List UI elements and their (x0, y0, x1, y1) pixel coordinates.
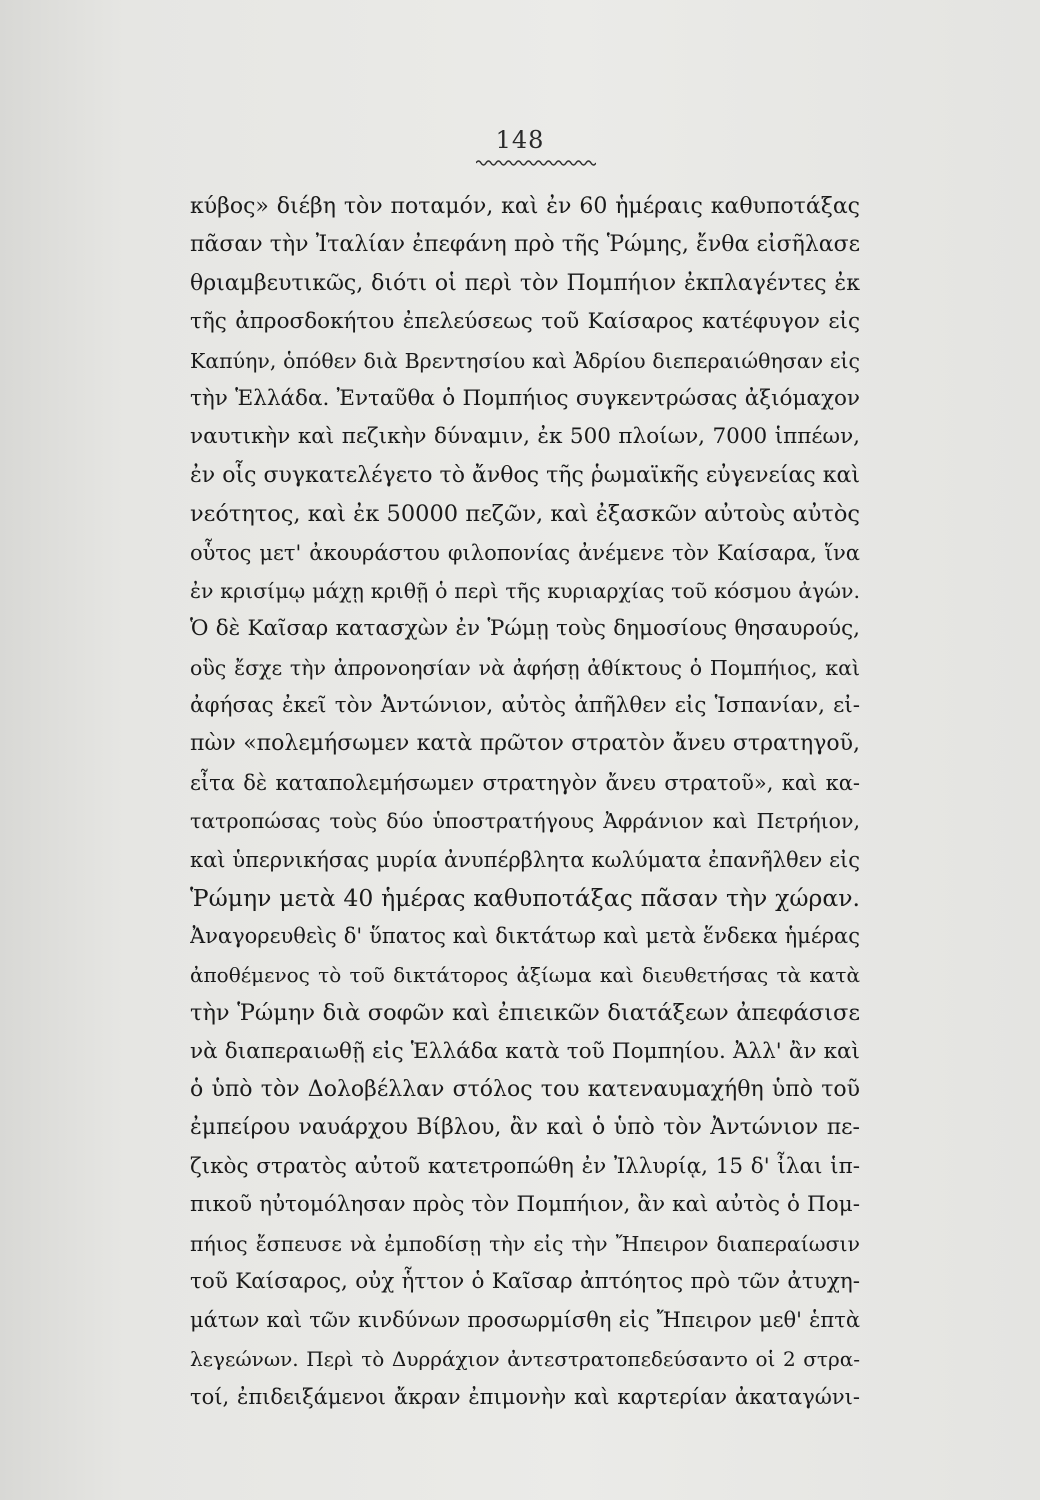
wavy-rule-ornament (476, 158, 596, 168)
text-line: ζικὸς στρατὸς αὐτοῦ κατετροπώθη ἐν Ἰλλυρίᾳ, 15 δ' ἶλαι ἱπ- (190, 1153, 860, 1179)
text-line: ἀφήσας ἐκεῖ τὸν Ἀντώνιον, αὐτὸς ἀπῆλθεν εἰς Ἱσπανίαν, εἰ- (190, 693, 860, 719)
text-line: τοῦ Καίσαρος, οὐχ ἧττον ὁ Καῖσαρ ἀπτόητος πρὸ τῶν ἀτυχη- (190, 1268, 860, 1294)
text-line: Ῥώμην μετὰ 40 ἡμέρας καθυποτάξας πᾶσαν τὴν χώραν. (190, 884, 860, 913)
text-line: πήιος ἔσπευσε νὰ ἐμποδίσῃ τὴν εἰς τὴν Ἤπειρον διαπεραίωσιν (190, 1231, 860, 1256)
text-line: οὗτος μετ' ἀκουράστου φιλοπονίας ἀνέμενε τὸν Καίσαρα, ἵνα (190, 540, 860, 565)
text-line: ἀποθέμενος τὸ τοῦ δικτάτορος ἀξίωμα καὶ διευθετήσας τὰ κατὰ (190, 962, 860, 987)
text-line: Ἀναγορευθεὶς δ' ὕπατος καὶ δικτάτωρ καὶ μετὰ ἕνδεκα ἡμέρας (190, 924, 860, 949)
text-line: μάτων καὶ τῶν κινδύνων προσωρμίσθη εἰς Ἤπειρον μεθ' ἑπτὰ (190, 1308, 860, 1333)
text-line: νὰ διαπεραιωθῇ εἰς Ἑλλάδα κατὰ τοῦ Πομπηίου. Ἀλλ' ἂν καὶ (190, 1038, 860, 1064)
text-line: πικοῦ ηὐτομόλησαν πρὸς τὸν Πομπήιον, ἂν καὶ αὐτὸς ὁ Πομ- (190, 1192, 860, 1218)
text-line: ἐν οἷς συγκατελέγετο τὸ ἄνθος τῆς ῥωμαϊκῆς εὐγενείας καὶ (190, 462, 860, 488)
text-line: εἶτα δὲ καταπολεμήσωμεν στρατηγὸν ἄνευ στρατοῦ», καὶ κα- (190, 770, 860, 795)
text-line: ἐμπείρου ναυάρχου Βίβλου, ἂν καὶ ὁ ὑπὸ τὸν Ἀντώνιον πε- (190, 1115, 860, 1141)
text-line: καὶ ὑπερνικήσας μυρία ἀνυπέρβλητα κωλύματα ἐπανῆλθεν εἰς (190, 847, 860, 872)
text-line: τατροπώσας τοὺς δύο ὑποστρατήγους Ἀφράνιον καὶ Πετρήιον, (190, 809, 860, 834)
text-line: ὁ ὑπὸ τὸν Δολοβέλλαν στόλος του κατεναυμαχήθη ὑπὸ τοῦ (190, 1076, 860, 1102)
text-line: Ὁ δὲ Καῖσαρ κατασχὼν ἐν Ῥώμῃ τοὺς δημοσίους θησαυρούς, (190, 616, 860, 642)
text-line: οὓς ἔσχε τὴν ἀπρονοησίαν νὰ ἀφήσῃ ἀθίκτους ὁ Πομπήιος, καὶ (190, 655, 860, 680)
text-line: Καπύην, ὁπόθεν διὰ Βρεντησίου καὶ Ἀδρίου διεπεραιώθησαν εἰς (190, 348, 860, 373)
text-line: λεγεώνων. Περὶ τὸ Δυρράχιον ἀντεστρατοπεδεύσαντο οἱ 2 στρα- (190, 1346, 860, 1371)
text-line: τὴν Ἑλλάδα. Ἐνταῦθα ὁ Πομπήιος συγκεντρώσας ἀξιόμαχον (190, 385, 860, 411)
page-number: 148 (495, 126, 545, 154)
text-line: τῆς ἀπροσδοκήτου ἐπελεύσεως τοῦ Καίσαρος κατέφυγον εἰς (190, 309, 860, 335)
text-line: ναυτικὴν καὶ πεζικὴν δύναμιν, ἐκ 500 πλοίων, 7000 ἱππέων, (190, 424, 860, 450)
text-line: τοί, ἐπιδειξάμενοι ἄκραν ἐπιμονὴν καὶ καρτερίαν ἀκαταγώνι- (190, 1385, 860, 1410)
text-line: ἐν κρισίμῳ μάχῃ κριθῇ ὁ περὶ τῆς κυριαρχίας τοῦ κόσμου ἀγών. (190, 578, 860, 603)
body-text (190, 188, 860, 1417)
text-line: τὴν Ῥώμην διὰ σοφῶν καὶ ἐπιεικῶν διατάξεων ἀπεφάσισε (190, 1000, 860, 1027)
text-line: πὼν «πολεμήσωμεν κατὰ πρῶτον στρατὸν ἄνευ στρατηγοῦ, (190, 731, 860, 757)
text-line: πᾶσαν τὴν Ἰταλίαν ἐπεφάνη πρὸ τῆς Ῥώμης, ἔνθα εἰσῆλασε (190, 232, 860, 258)
text-line: κύβος» διέβη τὸν ποταμόν, καὶ ἐν 60 ἡμέραις καθυποτάξας (190, 194, 860, 219)
text-line: νεότητος, καὶ ἐκ 50000 πεζῶν, καὶ ἐξασκῶν αὐτοὺς αὐτὸς (190, 501, 860, 528)
text-line: θριαμβευτικῶς, διότι οἱ περὶ τὸν Πομπήιον ἐκπλαγέντες ἐκ (190, 270, 860, 296)
